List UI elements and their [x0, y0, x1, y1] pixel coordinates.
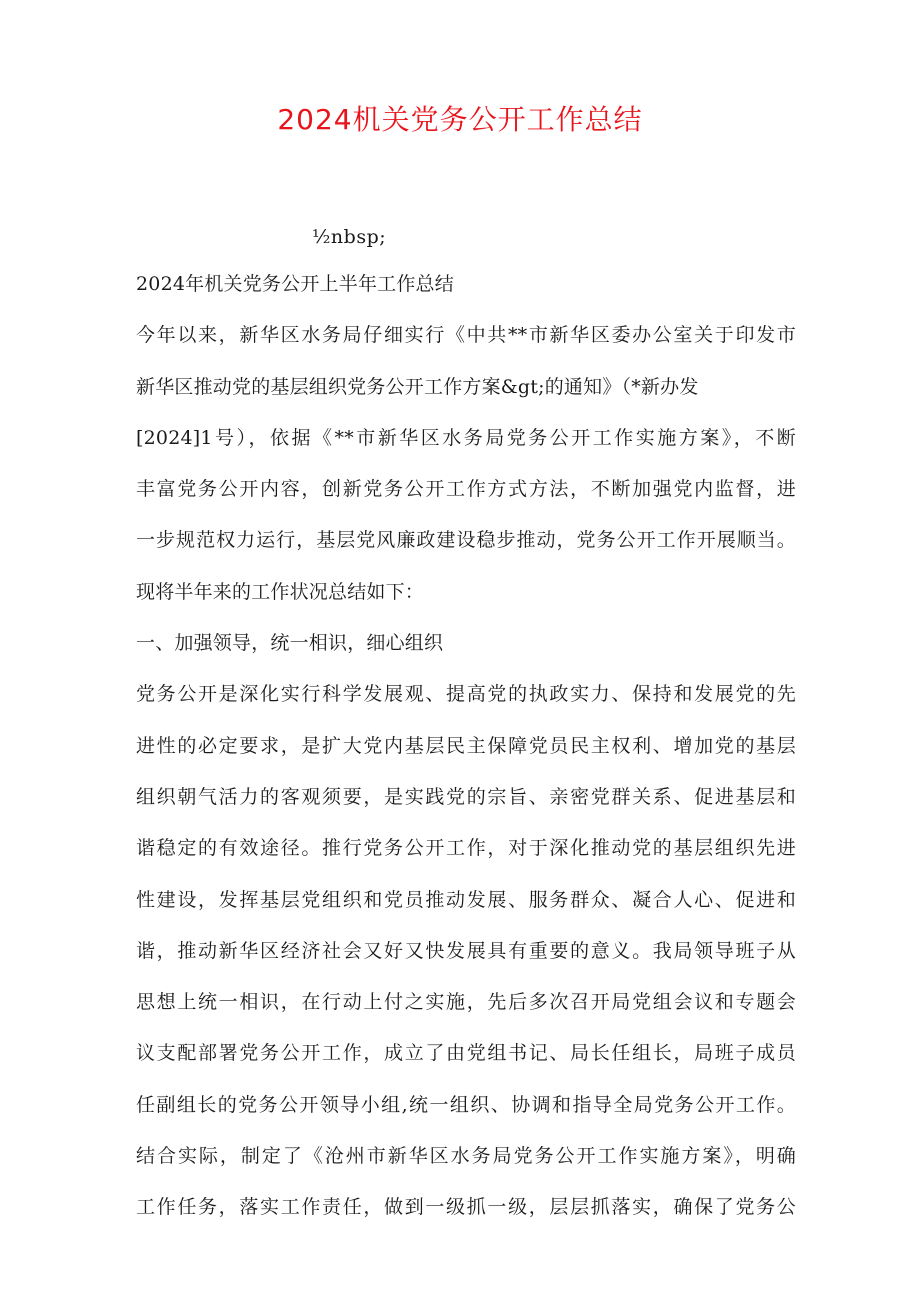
paragraph-line: 组织朝气活力的客观须要，是实践党的宗旨、亲密党群关系、促进基层和 [136, 785, 796, 808]
document-title: 2024机关党务公开工作总结 [277, 103, 643, 136]
paragraph-line: 现将半年来的工作状况总结如下： [136, 580, 425, 603]
paragraph-line: 议支配部署党务公开工作，成立了由党组书记、局长任组长，局班子成员 [136, 1042, 796, 1065]
paragraph-line: 今年以来，新华区水务局仔细实行《中共**市新华区委办公室关于印发市 [136, 324, 796, 347]
paragraph-line: 性建设，发挥基层党组织和党员推动发展、服务群众、凝合人心、促进和 [136, 888, 796, 911]
paragraph-line: 思想上统一相识，在行动上付之实施，先后多次召开局党组会议和专题会 [136, 991, 796, 1014]
paragraph-line: [2024]1号），依据《**市新华区水务局党务公开工作实施方案》，不断 [136, 426, 796, 449]
section-heading: 一、加强领导，统一相识，细心组织 [136, 632, 444, 655]
paragraph-line: 党务公开是深化实行科学发展观、提高党的执政实力、保持和发展党的先 [136, 683, 796, 706]
paragraph-line: 任副组长的党务公开领导小组,统一组织、协调和指导全局党务公开工作。 [136, 1093, 796, 1116]
section-heading: 2024年机关党务公开上半年工作总结 [136, 273, 454, 295]
paragraph-line: 谐稳定的有效途径。推行党务公开工作，对于深化推动党的基层组织先进 [136, 837, 796, 860]
paragraph-line: 丰富党务公开内容，创新党务公开工作方式方法，不断加强党内监督，进 [136, 478, 796, 501]
paragraph-line: 结合实际，制定了《沧州市新华区水务局党务公开工作实施方案》，明确 [136, 1145, 796, 1168]
document-body [136, 264, 796, 1239]
paragraph-line: 新华区推动党的基层组织党务公开工作方案&gt;的通知》（*新办发 [136, 375, 699, 398]
nbsp-artifact-text: ½nbsp; [312, 226, 387, 248]
paragraph-line: 进性的必定要求，是扩大党内基层民主保障党员民主权利、增加党的基层 [136, 734, 796, 757]
paragraph-line: 一步规范权力运行，基层党风廉政建设稳步推动，党务公开工作开展顺当。 [136, 529, 796, 552]
paragraph-line: 谐，推动新华区经济社会又好又快发展具有重要的意义。我局领导班子从 [136, 939, 796, 962]
paragraph-line: 工作任务，落实工作责任，做到一级抓一级，层层抓落实，确保了党务公 [136, 1196, 796, 1219]
